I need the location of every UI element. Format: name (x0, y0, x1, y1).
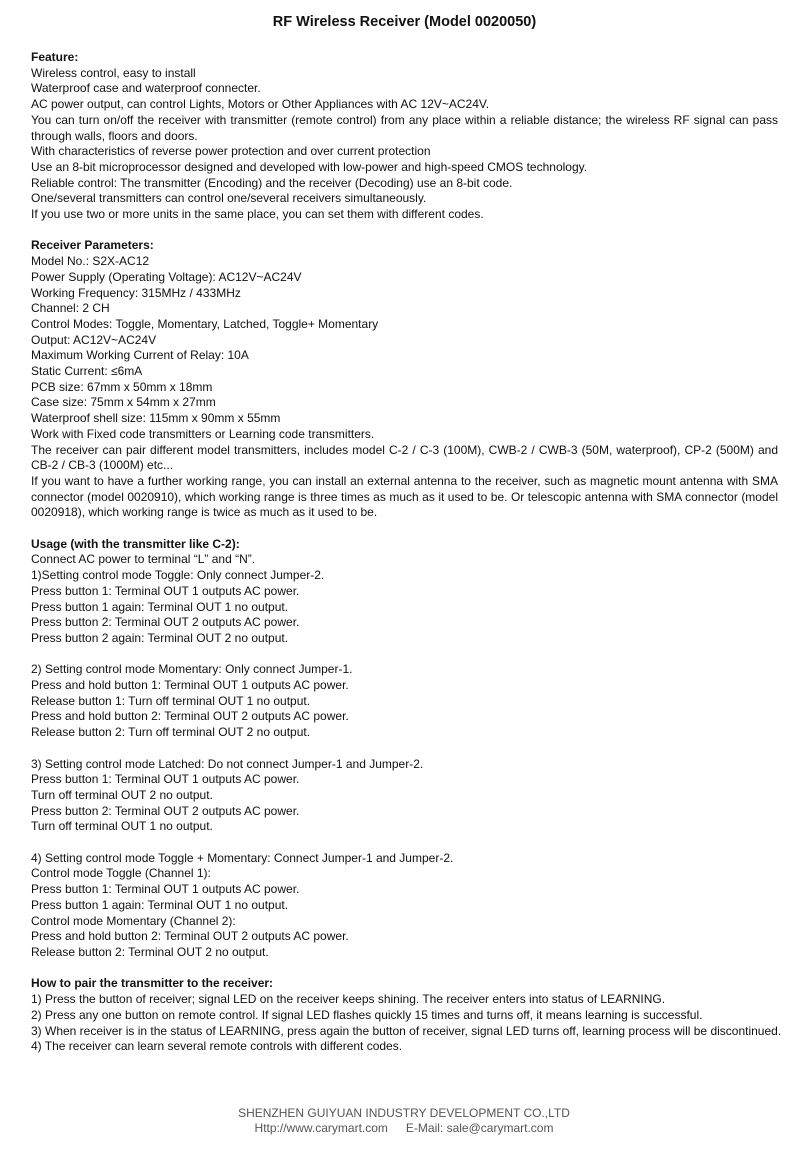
footer-email-link[interactable]: E-Mail: sale@carymart.com (405, 1121, 554, 1135)
page-title: RF Wireless Receiver (Model 0020050) (272, 14, 537, 30)
feature-line: AC power output, can control Lights, Motors or Other Appliances with AC 12V~AC24V. (31, 97, 490, 112)
usage-line: Press and hold button 1: Terminal OUT 1 outputs AC power. (31, 678, 349, 693)
usage-mode-toggle (31, 568, 778, 647)
usage-line: 1)Setting control mode Toggle: Only connect Jumper-2. (31, 568, 325, 583)
parameter-line: The receiver can pair different model transmitters, includes model C-2 / C-3 (100M), CWB-2 / CWB-3 (50M, waterproof), CP-2 (500M) and CB-2 / CB-3 (1000M) etc... (31, 442, 778, 473)
usage-line: Press button 2: Terminal OUT 2 outputs AC power. (31, 615, 300, 630)
feature-section (31, 50, 778, 223)
parameter-line: PCB size: 67mm x 50mm x 18mm (31, 379, 213, 394)
parameter-line: Static Current: ≤6mA (31, 364, 143, 379)
feature-line: If you use two or more units in the same place, you can set them with different codes. (31, 207, 484, 222)
usage-section (31, 537, 778, 961)
usage-line: Control mode Toggle (Channel 1): (31, 866, 211, 881)
feature-line: Reliable control: The transmitter (Encoding) and the receiver (Decoding) use an 8-bit code. (31, 175, 513, 190)
usage-line: Press button 1 again: Terminal OUT 1 no output. (31, 897, 289, 912)
usage-mode-momentary (31, 662, 778, 741)
usage-line: Release button 2: Turn off terminal OUT 2 no output. (31, 725, 311, 740)
parameter-line: Maximum Working Current of Relay: 10A (31, 348, 249, 363)
pairing-line: 4) The receiver can learn several remote controls with different codes. (31, 1039, 403, 1054)
usage-intro: Connect AC power to terminal “L” and “N”. (31, 552, 256, 567)
pairing-line: 2) Press any one button on remote control. If signal LED flashes quickly 15 times and turns off, it means learning is successful. (31, 1007, 703, 1022)
parameter-line: Case size: 75mm x 54mm x 27mm (31, 395, 216, 410)
usage-line: Press button 1: Terminal OUT 1 outputs AC power. (31, 772, 300, 787)
usage-mode-toggle-momentary (31, 851, 778, 961)
document-body (31, 50, 782, 1055)
parameter-line: Channel: 2 CH (31, 301, 110, 316)
pairing-line: 3) When receiver is in the status of LEARNING, press again the button of receiver, signal LED turns off, learning process will be discontinued. (31, 1023, 782, 1038)
usage-line: Press and hold button 2: Terminal OUT 2 outputs AC power. (31, 929, 349, 944)
usage-line: 4) Setting control mode Toggle + Momentary: Connect Jumper-1 and Jumper-2. (31, 850, 454, 865)
feature-line: With characteristics of reverse power protection and over current protection (31, 144, 431, 159)
parameter-line: Work with Fixed code transmitters or Learning code transmitters. (31, 426, 375, 441)
usage-line: 3) Setting control mode Latched: Do not connect Jumper-1 and Jumper-2. (31, 756, 424, 771)
pairing-section (31, 976, 782, 1055)
footer-website-link[interactable]: Http://www.carymart.com (254, 1121, 388, 1135)
feature-line: You can turn on/off the receiver with transmitter (remote control) from any place within a reliable distance; the wireless RF signal can pass through walls, floors and doors. (31, 112, 778, 143)
parameters-heading: Receiver Parameters: (31, 238, 154, 253)
parameter-line: Waterproof shell size: 115mm x 90mm x 55mm (31, 411, 281, 426)
footer-contact (0, 1121, 808, 1136)
usage-line: Press button 1 again: Terminal OUT 1 no output. (31, 599, 289, 614)
feature-line: Use an 8-bit microprocessor designed and developed with low-power and high-speed CMOS technology. (31, 159, 588, 174)
usage-line: Press button 2 again: Terminal OUT 2 no output. (31, 630, 289, 645)
feature-line: One/several transmitters can control one/several receivers simultaneously. (31, 191, 427, 206)
feature-line: Waterproof case and waterproof connecter. (31, 81, 261, 96)
pairing-line: 1) Press the button of receiver; signal LED on the receiver keeps shining. The receiver enters into status of LEARNING. (31, 992, 666, 1007)
parameter-line: Model No.: S2X-AC12 (31, 254, 150, 269)
usage-heading: Usage (with the transmitter like C-2): (31, 536, 240, 551)
usage-line: 2) Setting control mode Momentary: Only connect Jumper-1. (31, 662, 353, 677)
usage-mode-latched (31, 757, 778, 836)
usage-line: Turn off terminal OUT 2 no output. (31, 787, 213, 802)
usage-line: Release button 1: Turn off terminal OUT 1 no output. (31, 693, 311, 708)
usage-line: Press button 2: Terminal OUT 2 outputs AC power. (31, 803, 300, 818)
usage-line: Press button 1: Terminal OUT 1 outputs AC power. (31, 882, 300, 897)
parameter-line: Power Supply (Operating Voltage): AC12V~AC24V (31, 269, 302, 284)
usage-line: Control mode Momentary (Channel 2): (31, 913, 236, 928)
usage-line: Turn off terminal OUT 1 no output. (31, 819, 213, 834)
page-footer (0, 1106, 808, 1136)
feature-line: Wireless control, easy to install (31, 65, 196, 80)
parameter-line: Control Modes: Toggle, Momentary, Latched, Toggle+ Momentary (31, 316, 379, 331)
parameter-line: If you want to have a further working range, you can install an external antenna to the receiver, such as magnetic mount antenna with SMA connector (model 0020910), which working range is three times as much as it used to be. Or telescopic antenna with SMA connector (model 0020918), which working range is twice as much as it used to be. (31, 473, 778, 520)
usage-line: Press button 1: Terminal OUT 1 outputs AC power. (31, 583, 300, 598)
parameter-line: Working Frequency: 315MHz / 433MHz (31, 285, 241, 300)
usage-line: Release button 2: Terminal OUT 2 no output. (31, 945, 269, 959)
pairing-heading: How to pair the transmitter to the receiver: (31, 976, 274, 991)
parameter-line: Output: AC12V~AC24V (31, 332, 157, 347)
feature-heading: Feature: (31, 50, 79, 64)
usage-line: Press and hold button 2: Terminal OUT 2 outputs AC power. (31, 709, 349, 724)
parameters-section (31, 238, 778, 521)
footer-company: SHENZHEN GUIYUAN INDUSTRY DEVELOPMENT CO.,LTD (238, 1106, 570, 1120)
